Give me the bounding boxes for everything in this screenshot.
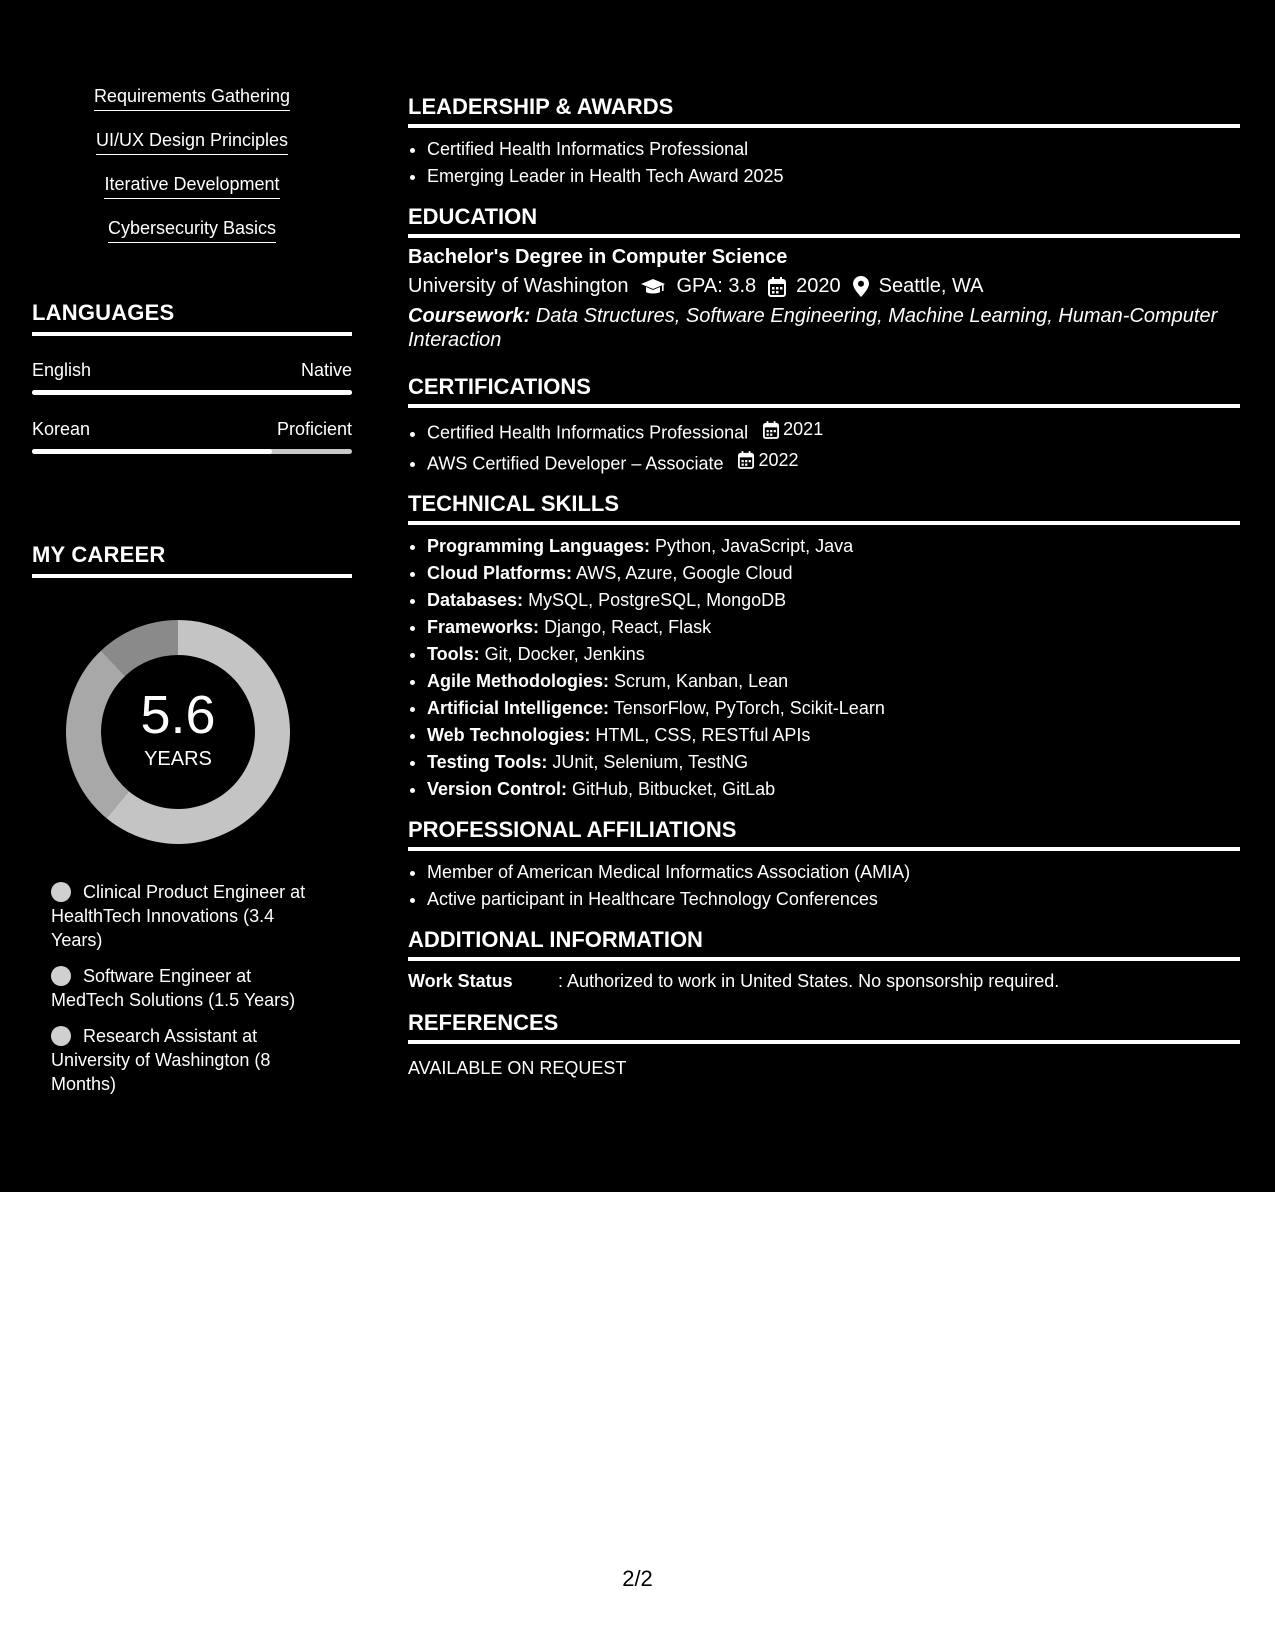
skill-value: HTML, CSS, RESTful APIs — [595, 725, 811, 745]
references-value: AVAILABLE ON REQUEST — [408, 1058, 627, 1078]
section-heading: REFERENCES — [408, 1010, 1240, 1044]
certifications-section — [408, 374, 1240, 477]
donut-center — [66, 620, 290, 844]
language-proficiency-fill — [32, 390, 352, 395]
skill-label: Databases: — [427, 590, 524, 610]
language-name: Korean — [32, 419, 91, 439]
certification-year: 2022 — [758, 449, 799, 470]
page-number: 2/2 — [622, 1566, 653, 1591]
sidebar — [32, 0, 352, 1192]
education-meta — [408, 275, 1240, 298]
language-proficiency-bar — [32, 390, 352, 395]
skill-label: Testing Tools: — [427, 752, 548, 772]
graduation-cap-icon — [640, 278, 666, 296]
affiliations-section — [408, 817, 1240, 913]
skill-value: Python, JavaScript, Java — [655, 536, 854, 556]
coursework-value: Data Structures, Software Engineering, Machine Learning, Human-Computer Interaction — [408, 305, 1218, 351]
skill-tag: Requirements Gathering — [94, 86, 290, 111]
career-donut-chart — [66, 620, 290, 844]
skill-value: Scrum, Kanban, Lean — [614, 671, 789, 691]
education-location: Seattle, WA — [878, 275, 984, 297]
skill-item — [427, 668, 1240, 695]
calendar-icon — [763, 421, 779, 439]
language-item — [32, 360, 352, 395]
skill-value: JUnit, Selenium, TestNG — [552, 752, 749, 772]
skill-value: AWS, Azure, Google Cloud — [576, 563, 793, 583]
career-heading: MY CAREER — [32, 542, 352, 578]
skill-value: TensorFlow, PyTorch, Scikit-Learn — [613, 698, 885, 718]
education-year: 2020 — [796, 275, 841, 297]
main-content — [408, 0, 1240, 1079]
skill-tags — [32, 86, 352, 262]
skill-label: Frameworks: — [427, 617, 540, 637]
calendar-icon — [738, 451, 754, 469]
career-item — [51, 1024, 321, 1096]
work-status-value: : Authorized to work in United States. No sponsorship required. — [558, 971, 1060, 991]
skill-item — [427, 749, 1240, 776]
skill-label: Programming Languages: — [427, 536, 651, 556]
education-school: University of Washington — [408, 275, 629, 297]
career-total-value: 5.6 — [140, 685, 216, 745]
career-item — [51, 964, 321, 1012]
skill-item — [427, 587, 1240, 614]
language-proficiency-bar — [32, 449, 352, 454]
skill-label: Web Technologies: — [427, 725, 591, 745]
list-item: • Certified Health Informatics Professional — [427, 136, 1240, 163]
bullet-dot-icon — [51, 966, 71, 986]
education-degree: Bachelor's Degree in Computer Science — [408, 246, 788, 268]
language-level: Proficient — [276, 419, 352, 439]
section-heading: PROFESSIONAL AFFILIATIONS — [408, 817, 1240, 851]
career-list — [51, 880, 321, 1108]
technical-skills-section — [408, 491, 1240, 803]
skill-item — [427, 533, 1240, 560]
section-heading: CERTIFICATIONS — [408, 374, 1240, 408]
list-item: • Active participant in Healthcare Technology Conferences — [427, 886, 1240, 913]
section-heading: LEADERSHIP & AWARDS — [408, 94, 1240, 128]
skill-label: Version Control: — [427, 779, 568, 799]
career-section — [32, 542, 352, 1094]
skill-label: Tools: — [427, 644, 480, 664]
work-status-label: Work Status — [408, 971, 513, 991]
certification-name: Certified Health Informatics Professional — [427, 422, 749, 443]
list-item: • Emerging Leader in Health Tech Award 2025 — [427, 163, 1240, 190]
language-level: Native — [300, 360, 352, 380]
skill-item — [427, 722, 1240, 749]
career-total-unit: YEARS — [144, 748, 212, 770]
career-item-text: Software Engineer at MedTech Solutions (1.5 Years) — [51, 966, 296, 1010]
skill-item — [427, 614, 1240, 641]
languages-heading: LANGUAGES — [32, 300, 352, 336]
skill-label: Artificial Intelligence: — [427, 698, 610, 718]
skill-value: Django, React, Flask — [544, 617, 712, 637]
bullet-dot-icon — [51, 882, 71, 902]
certification-year: 2021 — [783, 419, 824, 439]
references-section — [408, 1010, 1240, 1079]
skill-tag: UI/UX Design Principles — [96, 130, 288, 155]
education-coursework — [408, 304, 1240, 352]
languages-section — [32, 300, 352, 454]
location-pin-icon — [853, 276, 869, 297]
skill-tag: Iterative Development — [104, 174, 279, 199]
additional-info-section — [408, 927, 1240, 992]
skill-item — [427, 560, 1240, 587]
skill-label: Cloud Platforms: — [427, 563, 573, 583]
career-item-text: Clinical Product Engineer at HealthTech Innovations (3.4 Years) — [51, 882, 306, 950]
career-item-text: Research Assistant at University of Washington (8 Months) — [51, 1026, 271, 1094]
leadership-section — [408, 94, 1240, 190]
skill-value: GitHub, Bitbucket, GitLab — [572, 779, 776, 799]
language-name: English — [32, 360, 92, 380]
bullet-dot-icon — [51, 1026, 71, 1046]
language-item — [32, 419, 352, 454]
skill-value: Git, Docker, Jenkins — [484, 644, 645, 664]
calendar-icon — [768, 277, 786, 297]
section-heading: EDUCATION — [408, 204, 1240, 238]
certification-item — [427, 447, 1240, 478]
skill-item — [427, 695, 1240, 722]
work-status-row — [408, 971, 1240, 992]
section-heading: TECHNICAL SKILLS — [408, 491, 1240, 525]
certification-item — [427, 416, 1240, 447]
coursework-label: Coursework: — [408, 305, 531, 327]
section-heading: ADDITIONAL INFORMATION — [408, 927, 1240, 961]
career-item — [51, 880, 321, 952]
list-item: • Member of American Medical Informatics Association (AMIA) — [427, 859, 1240, 886]
skill-item — [427, 641, 1240, 668]
certification-name: AWS Certified Developer – Associate — [427, 453, 724, 473]
education-gpa: GPA: 3.8 — [676, 275, 757, 297]
language-proficiency-fill — [32, 449, 272, 454]
skill-label: Agile Methodologies: — [427, 671, 609, 691]
education-section — [408, 204, 1240, 352]
skill-item — [427, 776, 1240, 803]
skill-value: MySQL, PostgreSQL, MongoDB — [528, 590, 787, 610]
skill-tag: Cybersecurity Basics — [108, 218, 276, 243]
